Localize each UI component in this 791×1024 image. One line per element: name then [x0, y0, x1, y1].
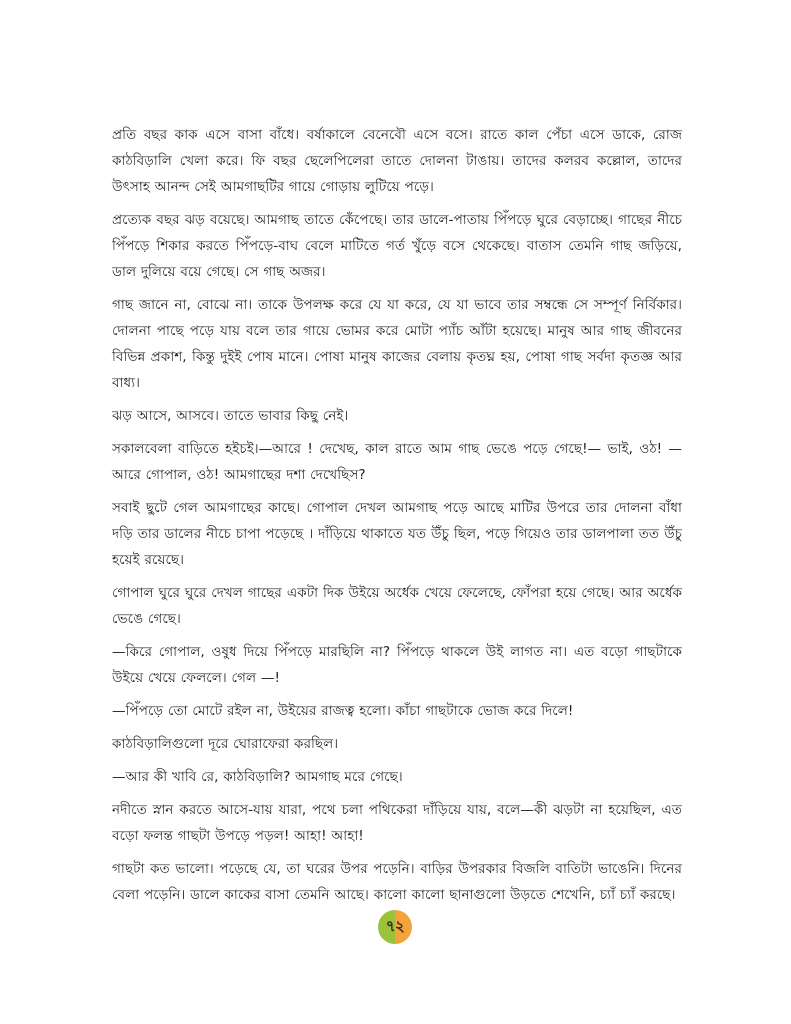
- paragraph-6: সবাই ছুটে গেল আমগাছের কাছে। গোপাল দেখল আমগাছ পড়ে আছে মাটির উপরে তার দোলনা বাঁধা দড়ি তার ডালের নীচে চাপা পড়েছে । দাঁড়িয়ে থাকাতে যত উঁচু ছিল, পড়ে গিয়েও তার ডালপালা তত উঁচু হয়েই রয়েছে।: [112, 500, 682, 568]
- paragraph-12: নদীতে স্নান করতে আসে-যায় যারা, পথে চলা পথিকেরা দাঁড়িয়ে যায়, বলে—কী ঝড়টা না হয়েছিল, এত বড়ো ফলন্ত গাছটা উপড়ে পড়ল! আহা! আহা!: [112, 802, 682, 844]
- paragraph-10: কাঠবিড়ালিগুলো দূরে ঘোরাফেরা করছিল।: [112, 736, 339, 752]
- page-number-badge: [378, 910, 412, 944]
- paragraph-4: ঝড় আসে, আসবে। তাতে ভাবার কিছু নেই।: [112, 408, 349, 424]
- paragraph-13: গাছটা কত ভালো। পড়েছে যে, তা ঘরের উপর পড়েনি। বাড়ির উপরকার বিজলি বাতিটা ভাঙেনি। দিনের বেলা পড়েনি। ডালে কাকের বাসা তেমনি আছে। কালো কালো ছানাগুলো উড়তে শেখেনি, চ্যাঁ চ্যাঁ করছে।: [112, 861, 682, 903]
- page-number: ৭২: [385, 916, 405, 935]
- paragraph-3: গাছ জানে না, বোঝে না। তাকে উপলক্ষ করে যে যা করে, যে যা ভাবে তার সম্বন্ধে সে সম্পূর্ণ নির্বিকার। দোলনা পাছে পড়ে যায় বলে তার গায়ে ভোমর করে মোটা প্যাঁচ আঁটা হয়েছে। মানুষ আর গাছ জীবনের বিভিন্ন প্রকাশ, কিন্তু দুইই পোষ মানে। পোষা মানুষ কাজের বেলায় কৃতঘ্ন হয়, পোষা গাছ সর্বদা কৃতজ্ঞ আর বাধ্য।: [112, 297, 682, 391]
- paragraph-5: সকালবেলা বাড়িতে হইচই।—আরে ! দেখেছ, কাল রাতে আম গাছ ভেঙে পড়ে গেছে!— ভাই, ওঠ! —আরে গোপাল, ওঠ! আমগাছের দশা দেখেছিস?: [112, 441, 682, 483]
- paragraph-2: প্রত্যেক বছর ঝড় বয়েছে। আমগাছ তাতে কেঁপেছে। তার ডালে-পাতায় পিঁপড়ে ঘুরে বেড়াচ্ছে। গাছের নীচে পিঁপড়ে শিকার করতে পিঁপড়ে-বাঘ বেলে মাটিতে গর্ত খুঁড়ে বসে থেকেছে। বাতাস তেমনি গাছ জড়িয়ে, ডাল দুলিয়ে বয়ে গেছে। সে গাছ অজর।: [112, 212, 682, 280]
- paragraph-8: —কিরে গোপাল, ওষুধ দিয়ে পিঁপড়ে মারছিলি না? পিঁপড়ে থাকলে উই লাগত না। এত বড়ো গাছটাকে উইয়ে খেয়ে ফেললে। গেল —!: [112, 644, 682, 686]
- paragraph-9: —পিঁপড়ে তো মোটে রইল না, উইয়ের রাজত্ব হলো। কাঁচা গাছটাকে ভোজ করে দিলে!: [112, 703, 574, 719]
- paragraph-7: গোপাল ঘুরে ঘুরে দেখল গাছের একটা দিক উইয়ে অর্ধেক খেয়ে ফেলেছে, ফোঁপরা হয়ে গেছে। আর অর্ধেক ভেঙে গেছে।: [112, 585, 682, 627]
- paragraph-11: —আর কী খাবি রে, কাঠবিড়ালি? আমগাছ মরে গেছে।: [112, 769, 403, 785]
- paragraph-1: প্রতি বছর কাক এসে বাসা বাঁধে। বর্ষাকালে বেনেবৌ এসে বসে। রাতে কাল পেঁচা এসে ডাকে, রোজ কাঠবিড়ালি খেলা করে। ফি বছর ছেলেপিলেরা তাতে দোলনা টাঙায়। তাদের কলরব কল্লোল, তাদের উৎসাহ আনন্দ সেই আমগাছটির গায়ে গোড়ায় লুটিয়ে পড়ে।: [112, 127, 682, 195]
- story-text-body: [112, 122, 682, 915]
